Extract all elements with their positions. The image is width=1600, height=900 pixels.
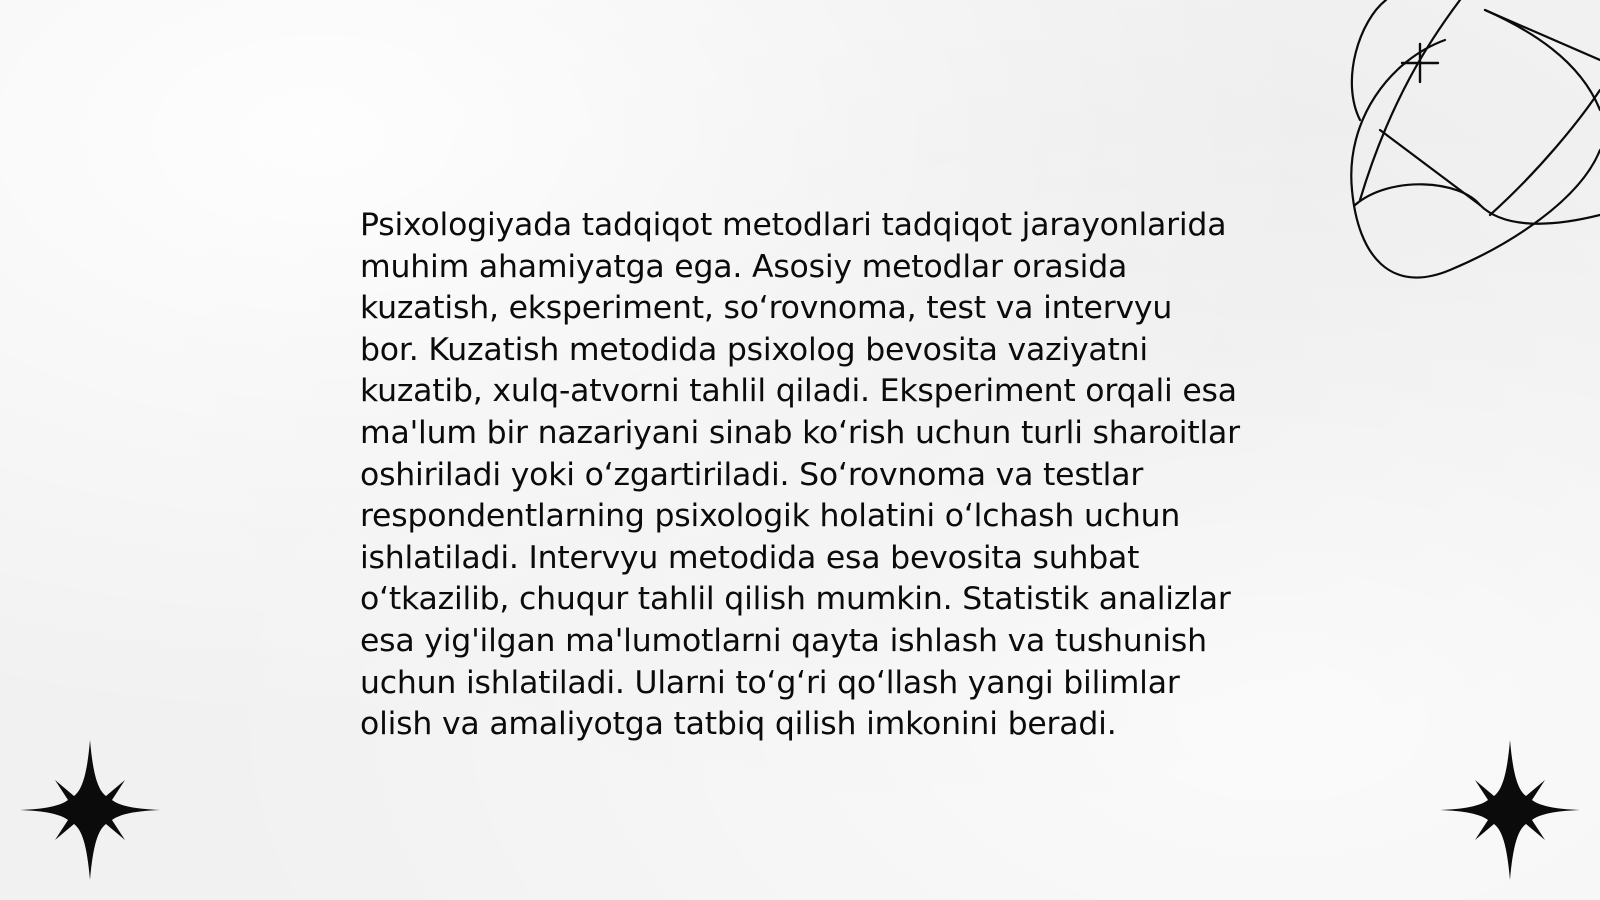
body-paragraph: Psixologiyada tadqiqot metodlari tadqiqot jarayonlarida muhim ahamiyatga ega. Asosiy metodlar orasida kuzatish, eksperiment, so‘rovnoma, test va intervyu bor. Kuzatish metodida psixolog bevosita vaziyatni kuzatib, xulq-atvorni tahlil qiladi. Eksperiment orqali esa ma'lum bir nazariyani sinab ko‘rish uchun turli sharoitlar oshiriladi yoki o‘zgartiriladi. So‘rovnoma va testlar respondentlarning psixologik holatini o‘lchash uchun ishlatiladi. Intervyu metodida esa bevosita suhbat o‘tkazilib, chuqur tahlil qilish mumkin. Statistik analizlar esa yig'ilgan ma'lumotlarni qayta ishlash va tushunish uchun ishlatiladi. Ularni to‘g‘ri qo‘llash yangi bilimlar olish va amaliyotga tatbiq qilish imkonini beradi. [360, 207, 1240, 743]
four-point-star-icon [20, 740, 160, 880]
four-point-star-icon [1440, 740, 1580, 880]
sparkle-icon [1402, 44, 1438, 82]
orbit-swirl-icon [1350, 0, 1600, 290]
